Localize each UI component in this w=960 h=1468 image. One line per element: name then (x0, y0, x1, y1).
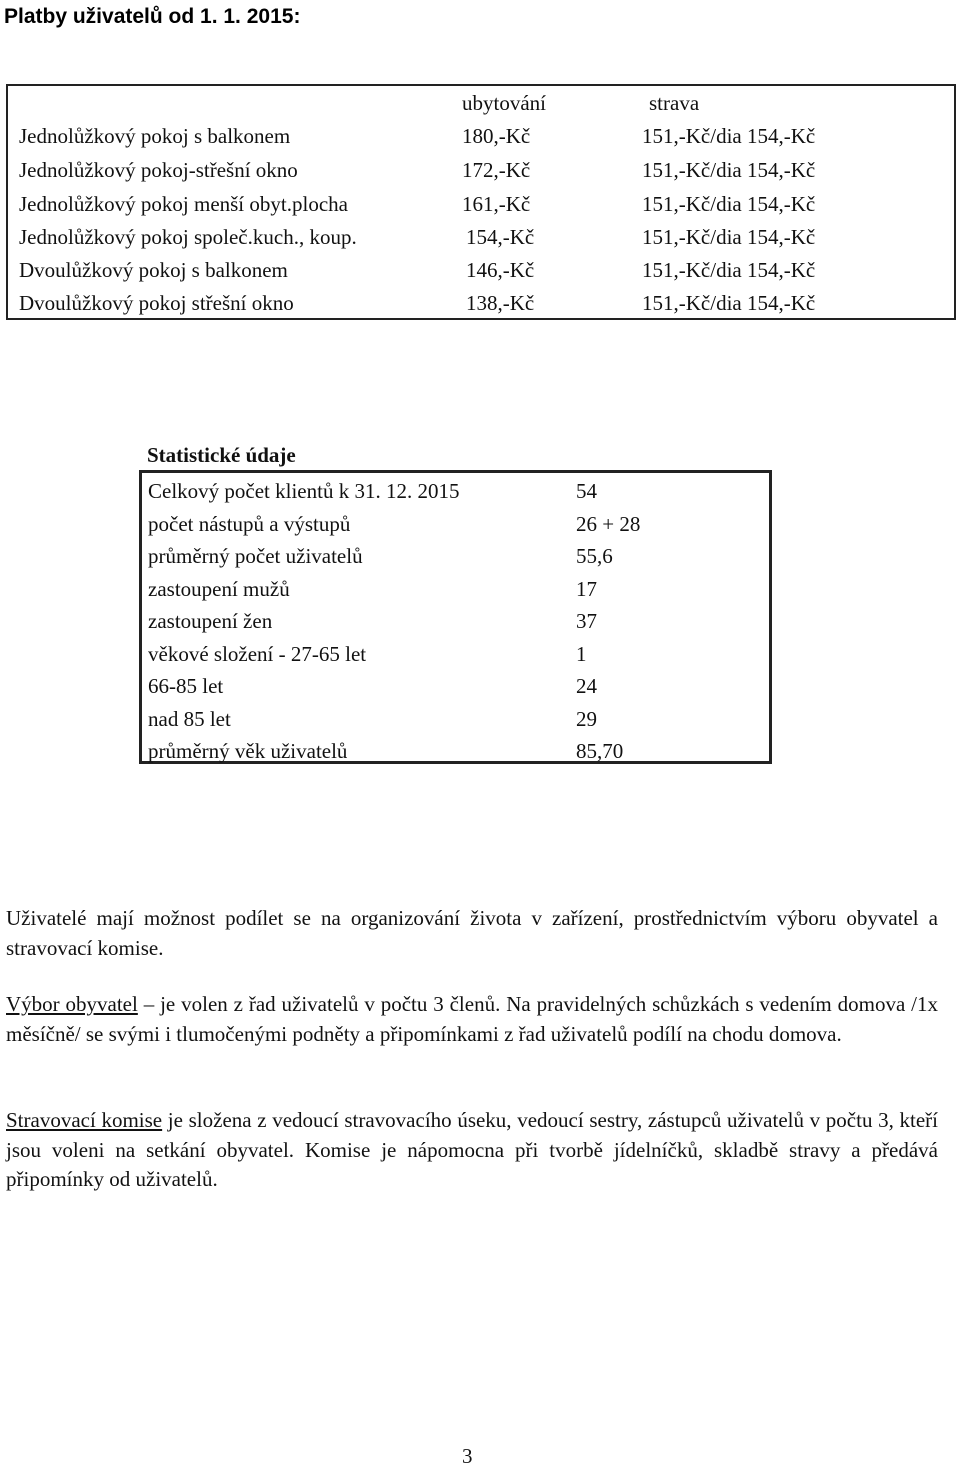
stat-value: 37 (576, 609, 597, 633)
stat-label: průměrný počet uživatelů (148, 544, 363, 568)
stat-row (142, 540, 769, 573)
paragraph-residents-committee (6, 990, 938, 1049)
food-price: 151,-Kč/dia 154,-Kč (642, 225, 816, 249)
page-heading: Platby uživatelů od 1. 1. 2015: (4, 5, 301, 28)
accommodation-price: 154,-Kč (466, 225, 535, 249)
food-price: 151,-Kč/dia 154,-Kč (642, 124, 816, 148)
accommodation-price: 172,-Kč (462, 158, 531, 182)
paragraph-food-committee (6, 1106, 938, 1195)
paragraph-participation: Uživatelé mají možnost podílet se na organizování života v zařízení, prostřednictvím výboru obyvatel a stravovací komise. (6, 906, 938, 960)
price-table-header (8, 87, 954, 120)
stat-row (142, 475, 769, 508)
food-committee-text: je složena z vedoucí stravovacího úseku, vedoucí sestry, zástupců uživatelů v počtu 3, kteří jsou voleni na setkání obyvatel. Komise je nápomocna při tvorbě jídelníčků, skladbě stravy a předává připomínky od uživatelů. (6, 1108, 939, 1191)
price-row (8, 254, 954, 287)
accommodation-price: 138,-Kč (466, 291, 535, 315)
stat-value: 55,6 (576, 544, 613, 568)
price-row (8, 287, 954, 320)
stat-value: 26 + 28 (576, 511, 641, 536)
stat-value: 1 (576, 641, 587, 666)
room-type: Jednolůžkový pokoj s balkonem (19, 124, 291, 148)
stat-row (142, 670, 769, 703)
stat-value: 54 (576, 479, 597, 503)
room-type: Dvoulůžkový pokoj střešní okno (19, 291, 294, 315)
statistics-title: Statistické údaje (147, 443, 296, 467)
stat-label: 66-85 let (148, 674, 224, 698)
stat-label: průměrný věk uživatelů (148, 739, 348, 763)
price-row (8, 221, 954, 254)
accommodation-price: 146,-Kč (466, 258, 535, 282)
stat-row (142, 573, 769, 606)
room-type: Jednolůžkový pokoj-střešní okno (19, 158, 298, 182)
stat-row (142, 735, 769, 768)
stat-label: zastoupení mužů (148, 576, 290, 601)
food-price: 151,-Kč/dia 154,-Kč (642, 291, 816, 315)
stat-row (142, 703, 769, 736)
price-table (6, 84, 956, 320)
room-type: Jednolůžkový pokoj společ.kuch., koup. (19, 225, 357, 249)
stat-row (142, 638, 769, 671)
stat-label: počet nástupů a výstupů (148, 511, 351, 536)
room-type: Jednolůžkový pokoj menší obyt.plocha (19, 192, 348, 216)
price-row (8, 154, 954, 187)
header-accommodation: ubytování (462, 91, 546, 115)
header-food: strava (649, 91, 700, 115)
food-price: 151,-Kč/dia 154,-Kč (642, 192, 816, 216)
stat-label: věkové složení - 27-65 let (148, 641, 367, 666)
stat-label: zastoupení žen (148, 609, 273, 633)
stat-value: 24 (576, 674, 597, 698)
stat-value: 85,70 (576, 739, 624, 763)
stat-label: Celkový počet klientů k 31. 12. 2015 (148, 479, 460, 503)
page-number: 3 (462, 1444, 473, 1468)
stat-row (142, 605, 769, 638)
term-residents-committee: Výbor obyvatel (6, 992, 138, 1016)
food-price: 151,-Kč/dia 154,-Kč (642, 258, 816, 282)
term-food-committee: Stravovací komise (6, 1108, 163, 1132)
price-row (8, 188, 954, 221)
stat-value: 29 (576, 706, 597, 731)
stat-value: 17 (576, 576, 597, 601)
room-type: Dvoulůžkový pokoj s balkonem (19, 258, 288, 282)
residents-committee-text: – je volen z řad uživatelů v počtu 3 členů. Na pravidelných schůzkách s vedením domova /1x měsíčně/ se svými i tlumočenými podněty a připomínkami z řad uživatelů podílí na chodu domova. (6, 992, 938, 1046)
accommodation-price: 180,-Kč (462, 124, 531, 148)
accommodation-price: 161,-Kč (462, 192, 531, 216)
price-row (8, 120, 954, 153)
stat-label: nad 85 let (148, 706, 231, 731)
food-price: 151,-Kč/dia 154,-Kč (642, 158, 816, 182)
statistics-table (139, 470, 772, 764)
stat-row (142, 508, 769, 541)
